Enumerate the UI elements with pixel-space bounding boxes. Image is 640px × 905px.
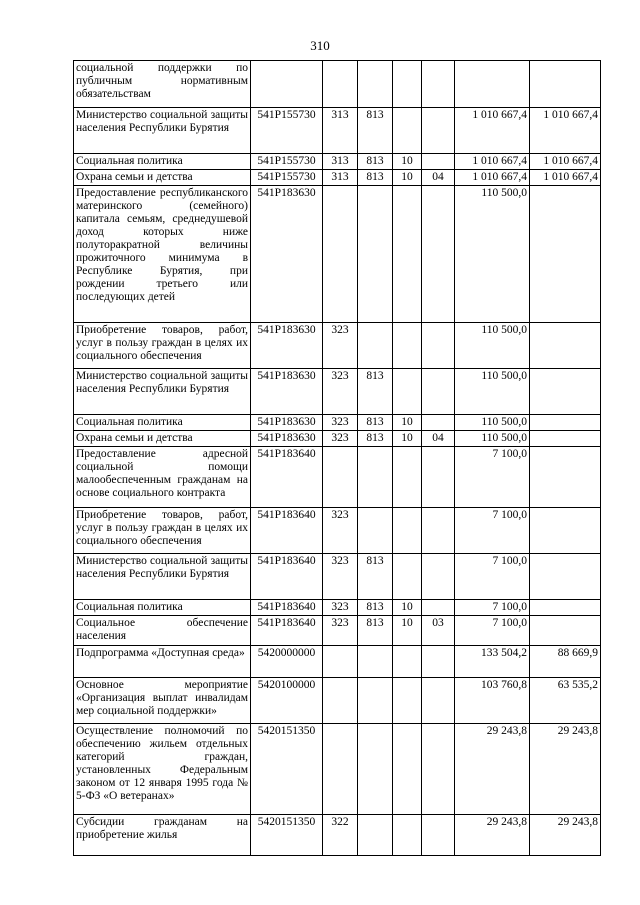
- row-target-code: 541P183630: [251, 369, 323, 415]
- row-target-code: 541P183640: [251, 447, 323, 508]
- row-amount-2: [530, 600, 601, 616]
- row-subsection: 04: [422, 170, 455, 186]
- row-subsection: [422, 186, 455, 323]
- row-amount-2: [530, 616, 601, 646]
- row-target-code: 541P155730: [251, 154, 323, 170]
- row-department: 813: [358, 616, 393, 646]
- row-department: [358, 724, 393, 815]
- row-target-code: 541P183640: [251, 600, 323, 616]
- row-expense-group: 313: [323, 170, 358, 186]
- row-subsection: [422, 323, 455, 369]
- row-department: 813: [358, 154, 393, 170]
- row-name: Основное мероприятие «Организация выплат инвалидам мер социальной поддержки»: [74, 678, 251, 724]
- row-amount-2: 1 010 667,4: [530, 154, 601, 170]
- row-amount-2: [530, 415, 601, 431]
- row-expense-group: [323, 61, 358, 108]
- row-amount-1: 29 243,8: [455, 815, 530, 856]
- row-name: Подпрограмма «Доступная среда»: [74, 646, 251, 678]
- row-subsection: [422, 508, 455, 554]
- row-expense-group: 313: [323, 108, 358, 154]
- row-amount-1: 7 100,0: [455, 600, 530, 616]
- table-row: [74, 154, 601, 170]
- row-subsection: [422, 108, 455, 154]
- row-subsection: [422, 724, 455, 815]
- row-department: [358, 815, 393, 856]
- row-subsection: [422, 678, 455, 724]
- row-target-code: 5420100000: [251, 678, 323, 724]
- table-row: [74, 431, 601, 447]
- row-amount-1: 1 010 667,4: [455, 154, 530, 170]
- row-target-code: 541P183640: [251, 554, 323, 600]
- row-amount-1: 1 010 667,4: [455, 108, 530, 154]
- row-section: [393, 447, 422, 508]
- row-name: Охрана семьи и детства: [74, 170, 251, 186]
- row-amount-2: [530, 508, 601, 554]
- row-section: [393, 815, 422, 856]
- row-expense-group: 323: [323, 600, 358, 616]
- row-subsection: [422, 154, 455, 170]
- row-name: Приобретение товаров, работ, услуг в пользу граждан в целях их социального обеспечения: [74, 323, 251, 369]
- table-row: [74, 815, 601, 856]
- row-subsection: [422, 815, 455, 856]
- table-row: [74, 646, 601, 678]
- row-section: [393, 678, 422, 724]
- row-target-code: 541P183630: [251, 431, 323, 447]
- row-target-code: [251, 61, 323, 108]
- table-row: [74, 554, 601, 600]
- table-row: [74, 724, 601, 815]
- page-number: 310: [310, 38, 330, 53]
- row-department: 813: [358, 170, 393, 186]
- row-amount-2: [530, 61, 601, 108]
- row-section: 10: [393, 431, 422, 447]
- row-expense-group: 322: [323, 815, 358, 856]
- row-department: 813: [358, 415, 393, 431]
- row-target-code: 541P183640: [251, 616, 323, 646]
- row-name: Субсидии гражданам на приобретение жилья: [74, 815, 251, 856]
- row-expense-group: [323, 646, 358, 678]
- row-target-code: 541P183630: [251, 323, 323, 369]
- row-amount-2: [530, 323, 601, 369]
- row-amount-2: 29 243,8: [530, 724, 601, 815]
- row-department: [358, 447, 393, 508]
- row-amount-1: 133 504,2: [455, 646, 530, 678]
- table-row: [74, 186, 601, 323]
- row-amount-2: 1 010 667,4: [530, 108, 601, 154]
- row-department: 813: [358, 108, 393, 154]
- row-expense-group: 323: [323, 431, 358, 447]
- row-subsection: [422, 447, 455, 508]
- row-name: Предоставление республиканского материнского (семейного) капитала семьям, среднедушевой доход которых ниже полуторакратной величины прожиточного минимума в Республике Бурятия, при рождении третьего или последующих детей: [74, 186, 251, 323]
- row-department: [358, 678, 393, 724]
- row-expense-group: 323: [323, 508, 358, 554]
- budget-table: [73, 60, 601, 856]
- row-subsection: [422, 646, 455, 678]
- row-section: 10: [393, 154, 422, 170]
- row-amount-1: 7 100,0: [455, 616, 530, 646]
- table-row: [74, 447, 601, 508]
- row-amount-2: 1 010 667,4: [530, 170, 601, 186]
- row-expense-group: 323: [323, 554, 358, 600]
- row-amount-1: 110 500,0: [455, 323, 530, 369]
- row-name: Социальное обеспечение населения: [74, 616, 251, 646]
- row-department: [358, 186, 393, 323]
- row-name: Социальная политика: [74, 154, 251, 170]
- row-department: [358, 323, 393, 369]
- row-target-code: 541P183630: [251, 415, 323, 431]
- row-amount-2: [530, 431, 601, 447]
- row-expense-group: 323: [323, 369, 358, 415]
- row-expense-group: [323, 447, 358, 508]
- row-section: [393, 508, 422, 554]
- row-department: 813: [358, 431, 393, 447]
- row-name: Осуществление полномочий по обеспечению жильем отдельных категорий граждан, установленных Федеральным законом от 12 января 1995 года № 5-ФЗ «О ветеранах»: [74, 724, 251, 815]
- row-target-code: 5420151350: [251, 724, 323, 815]
- row-amount-2: 63 535,2: [530, 678, 601, 724]
- row-department: [358, 61, 393, 108]
- table-row: [74, 678, 601, 724]
- row-subsection: [422, 415, 455, 431]
- table-row: [74, 323, 601, 369]
- row-expense-group: [323, 724, 358, 815]
- row-name: социальной поддержки по публичным нормативным обязательствам: [74, 61, 251, 108]
- row-amount-1: 110 500,0: [455, 369, 530, 415]
- row-amount-2: [530, 447, 601, 508]
- row-name: Министерство социальной защиты населения Республики Бурятия: [74, 108, 251, 154]
- row-section: 10: [393, 170, 422, 186]
- table-row: [74, 170, 601, 186]
- row-amount-2: [530, 186, 601, 323]
- row-subsection: [422, 369, 455, 415]
- row-target-code: 541P155730: [251, 170, 323, 186]
- row-department: 813: [358, 554, 393, 600]
- table-row: [74, 508, 601, 554]
- row-expense-group: [323, 186, 358, 323]
- row-amount-1: 110 500,0: [455, 415, 530, 431]
- row-amount-1: 110 500,0: [455, 431, 530, 447]
- row-amount-1: 29 243,8: [455, 724, 530, 815]
- row-name: Охрана семьи и детства: [74, 431, 251, 447]
- row-section: [393, 724, 422, 815]
- row-subsection: [422, 61, 455, 108]
- row-expense-group: [323, 678, 358, 724]
- row-amount-1: 7 100,0: [455, 554, 530, 600]
- row-amount-2: [530, 369, 601, 415]
- row-section: 10: [393, 415, 422, 431]
- row-department: 813: [358, 600, 393, 616]
- row-amount-1: 1 010 667,4: [455, 170, 530, 186]
- row-target-code: 541P155730: [251, 108, 323, 154]
- row-name: Предоставление адресной социальной помощи малообеспеченным гражданам на основе социального контракта: [74, 447, 251, 508]
- row-section: [393, 186, 422, 323]
- row-expense-group: 323: [323, 323, 358, 369]
- row-target-code: 541P183640: [251, 508, 323, 554]
- row-name: Приобретение товаров, работ, услуг в пользу граждан в целях их социального обеспечения: [74, 508, 251, 554]
- row-amount-2: [530, 554, 601, 600]
- row-subsection: 04: [422, 431, 455, 447]
- row-name: Социальная политика: [74, 600, 251, 616]
- row-amount-1: 110 500,0: [455, 186, 530, 323]
- table-body: [74, 61, 601, 856]
- row-department: 813: [358, 369, 393, 415]
- table-row: [74, 369, 601, 415]
- table-row: [74, 108, 601, 154]
- row-department: [358, 646, 393, 678]
- row-amount-1: [455, 61, 530, 108]
- row-expense-group: 323: [323, 616, 358, 646]
- row-name: Министерство социальной защиты населения Республики Бурятия: [74, 369, 251, 415]
- table-row: [74, 61, 601, 108]
- row-amount-1: 7 100,0: [455, 447, 530, 508]
- row-target-code: 5420151350: [251, 815, 323, 856]
- row-subsection: [422, 600, 455, 616]
- row-section: [393, 323, 422, 369]
- row-section: [393, 646, 422, 678]
- row-name: Министерство социальной защиты населения Республики Бурятия: [74, 554, 251, 600]
- row-name: Социальная политика: [74, 415, 251, 431]
- row-amount-2: 88 669,9: [530, 646, 601, 678]
- row-expense-group: 323: [323, 415, 358, 431]
- row-amount-1: 7 100,0: [455, 508, 530, 554]
- row-target-code: 5420000000: [251, 646, 323, 678]
- row-section: 10: [393, 600, 422, 616]
- row-section: [393, 554, 422, 600]
- row-section: [393, 108, 422, 154]
- table-row: [74, 616, 601, 646]
- row-amount-2: 29 243,8: [530, 815, 601, 856]
- row-target-code: 541P183630: [251, 186, 323, 323]
- row-expense-group: 313: [323, 154, 358, 170]
- row-section: [393, 61, 422, 108]
- table-row: [74, 415, 601, 431]
- row-section: 10: [393, 616, 422, 646]
- row-subsection: 03: [422, 616, 455, 646]
- row-department: [358, 508, 393, 554]
- row-amount-1: 103 760,8: [455, 678, 530, 724]
- table-row: [74, 600, 601, 616]
- row-section: [393, 369, 422, 415]
- row-subsection: [422, 554, 455, 600]
